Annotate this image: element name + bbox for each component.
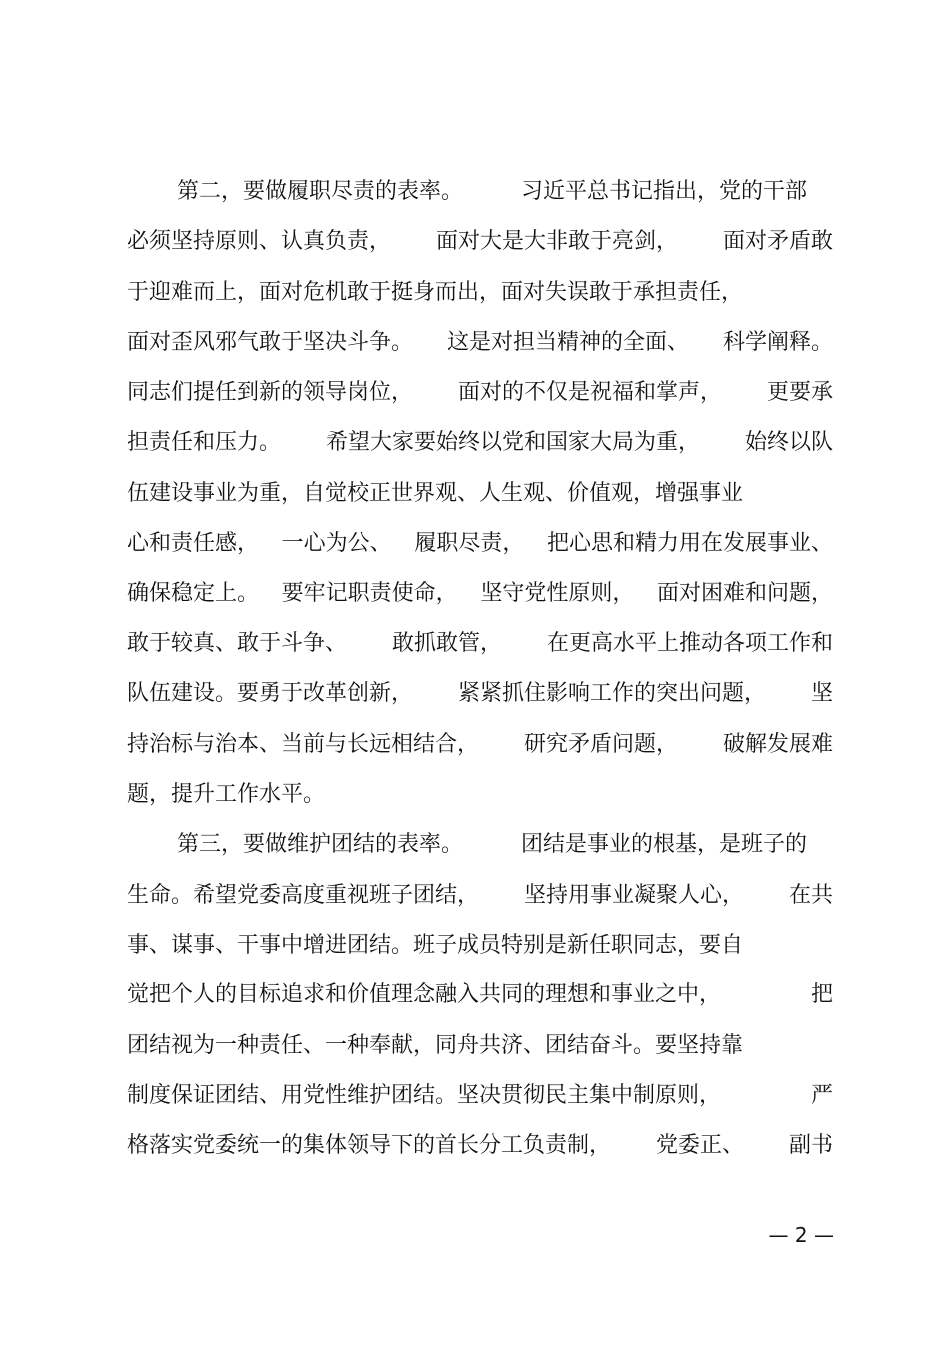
text-line <box>127 770 833 820</box>
text-segment: 于迎难而上，面对危机敢于挺身而出，面对失误敢于承担责任， <box>127 280 744 305</box>
text-line <box>177 820 807 870</box>
text-line <box>127 1121 833 1171</box>
text-segment: 把 <box>810 982 833 1007</box>
text-segment: 觉把个人的目标追求和价值理念融入共同的理想和事业之中， <box>127 982 722 1007</box>
page-number: — 2 — <box>768 1223 834 1247</box>
text-segment: 面对大是大非敢于亮剑， <box>435 229 678 254</box>
text-segment: 确保稳定上。 <box>127 581 260 606</box>
text-line <box>127 1071 833 1121</box>
text-segment: 科学阐释。 <box>722 330 833 355</box>
text-segment: 格落实党委统一的集体领导下的首长分工负责制， <box>127 1133 612 1158</box>
text-segment: 履职尽责， <box>414 531 525 556</box>
text-segment: 坚 <box>810 681 833 706</box>
text-line <box>127 970 833 1020</box>
text-segment: 一心为公、 <box>281 531 392 556</box>
text-segment: 必须坚持原则、认真负责， <box>127 229 392 254</box>
text-segment: 担责任和压力。 <box>127 430 282 455</box>
text-segment: 坚守党性原则， <box>480 581 635 606</box>
text-line <box>127 418 833 468</box>
text-segment: 习近平总书记指出，党的干部 <box>520 179 807 204</box>
text-segment: 同志们提任到新的领导岗位， <box>127 380 414 405</box>
text-segment: 团结是事业的根基，是班子的 <box>520 832 807 857</box>
text-segment: 心和责任感， <box>127 531 260 556</box>
text-line <box>127 619 833 669</box>
text-segment: 副书 <box>788 1133 833 1158</box>
text-segment: 面对的不仅是祝福和掌声， <box>457 380 722 405</box>
text-line <box>127 469 833 519</box>
text-segment: 党委正、 <box>655 1133 744 1158</box>
text-segment: 团结视为一种责任、一种奉献，同舟共济、团结奋斗。要坚持靠 <box>127 1033 744 1058</box>
text-segment: 严 <box>810 1083 833 1108</box>
text-segment: 面对歪风邪气敢于坚决斗争。 <box>127 330 414 355</box>
text-line <box>177 167 807 217</box>
text-segment: 希望大家要始终以党和国家大局为重， <box>325 430 700 455</box>
text-segment: 题，提升工作水平。 <box>127 782 326 807</box>
text-line <box>127 318 833 368</box>
text-segment: 始终以队 <box>744 430 833 455</box>
text-segment: 持治标与治本、当前与长远相结合， <box>127 732 480 757</box>
text-segment: 面对困难和问题， <box>656 581 833 606</box>
text-segment: 紧紧抓住影响工作的突出问题， <box>457 681 766 706</box>
text-segment: 这是对担当精神的全面、 <box>446 330 689 355</box>
text-segment: 坚持用事业凝聚人心， <box>523 883 744 908</box>
text-line <box>127 368 833 418</box>
text-segment: 要牢记职责使命， <box>281 581 458 606</box>
text-segment: 在更高水平上推动各项工作和 <box>546 631 833 656</box>
text-segment: 更要承 <box>766 380 833 405</box>
text-line <box>127 268 833 318</box>
text-segment: 破解发展难 <box>722 732 833 757</box>
text-line <box>127 669 833 719</box>
text-segment: 事、谋事、干事中增进团结。班子成员特别是新任职同志，要自 <box>127 933 744 958</box>
text-segment: 把心思和精力用在发展事业、 <box>546 531 833 556</box>
text-segment: 在共 <box>788 883 833 908</box>
text-segment: 队伍建设。要勇于改革创新， <box>127 681 414 706</box>
text-segment: 面对矛盾敢 <box>722 229 833 254</box>
text-line <box>127 921 833 971</box>
text-line <box>127 519 833 569</box>
text-line <box>127 720 833 770</box>
text-line <box>127 871 833 921</box>
text-segment: 制度保证团结、用党性维护团结。坚决贯彻民主集中制原则， <box>127 1083 722 1108</box>
text-line <box>127 217 833 267</box>
text-segment: 生命。希望党委高度重视班子团结， <box>127 883 480 908</box>
text-segment: 敢于较真、敢于斗争、 <box>127 631 348 656</box>
text-segment: 第三，要做维护团结的表率。 <box>177 832 464 857</box>
text-line <box>127 1021 833 1071</box>
text-segment: 伍建设事业为重，自觉校正世界观、人生观、价值观，增强事业 <box>127 481 744 506</box>
text-segment: 研究矛盾问题， <box>523 732 678 757</box>
text-segment: 敢抓敢管， <box>391 631 502 656</box>
text-segment: 第二，要做履职尽责的表率。 <box>177 179 464 204</box>
text-line <box>127 569 833 619</box>
